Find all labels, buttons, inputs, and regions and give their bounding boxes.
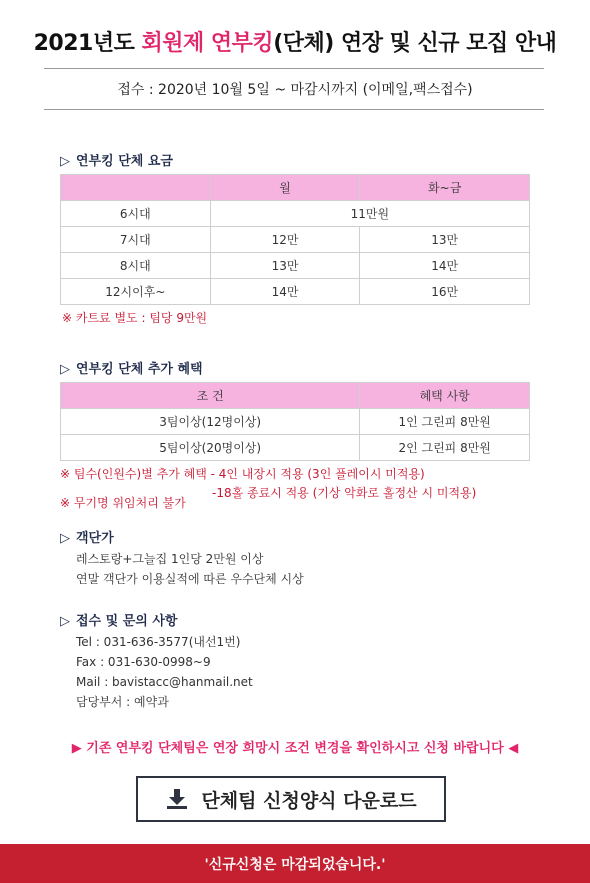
contact-mail: Mail : bavistacc@hanmail.net (76, 675, 253, 689)
closed-banner: '신규신청은 마감되었습니다.' (0, 844, 590, 883)
unit-price-line: 레스토랑+그늘집 1인당 2만원 이상 (76, 552, 264, 566)
table-cell: 14만 (210, 279, 360, 305)
table-row (61, 279, 530, 305)
table-row (61, 253, 530, 279)
title-prefix: 2021년도 (33, 31, 142, 56)
download-form-button[interactable] (136, 776, 446, 822)
table-header-row (61, 175, 530, 201)
table-header-row (61, 383, 530, 409)
top-divider (44, 68, 544, 69)
unit-price-heading (60, 527, 114, 546)
download-icon (165, 787, 189, 811)
contact-body (76, 632, 253, 712)
benefit-note: ※ 팀수(인원수)별 추가 혜택 - 4인 내장시 적용 (3인 플레이시 미적용) (60, 467, 425, 481)
table-header-cell: 조 건 (61, 383, 360, 409)
page-title (0, 26, 590, 57)
contact-dept: 담당부서 : 예약과 (76, 695, 169, 709)
triangle-icon: ▷ (60, 154, 70, 169)
table-cell: 12만 (210, 227, 360, 253)
triangle-icon: ▷ (60, 531, 70, 546)
benefit-note-18hole: -18홀 종료시 적용 (기상 악화로 홀정산 시 미적용) (212, 486, 477, 500)
triangle-icon: ▷ (60, 362, 70, 377)
table-header-cell: 혜택 사항 (360, 383, 530, 409)
title-highlight: 회원제 연부킹 (141, 31, 274, 56)
contact-tel: Tel : 031-636-3577(내선1번) (76, 635, 241, 649)
table-row (61, 201, 530, 227)
renewal-notice: ▶ 기존 연부킹 단체팀은 연장 희망시 조건 변경을 확인하시고 신청 바랍니다 ◀ (71, 741, 519, 756)
table-cell: 5팀이상(20명이상) (61, 435, 360, 461)
table-cell: 13만 (360, 227, 530, 253)
benefits-heading (60, 358, 203, 377)
triangle-icon: ▷ (60, 614, 70, 629)
subtitle-divider (44, 109, 544, 110)
fees-heading (60, 150, 173, 169)
table-header-cell (61, 175, 211, 201)
benefits-table (60, 382, 530, 461)
table-cell: 3팀이상(12명이상) (61, 409, 360, 435)
table-cell: 7시대 (61, 227, 211, 253)
table-cell: 13만 (210, 253, 360, 279)
table-cell: 16만 (360, 279, 530, 305)
table-cell: 1인 그린피 8만원 (360, 409, 530, 435)
unit-price-body (76, 549, 304, 589)
table-header-cell: 화~금 (360, 175, 530, 201)
table-row (61, 227, 530, 253)
unit-price-line: 연말 객단가 이용실적에 따른 우수단체 시상 (76, 572, 304, 586)
fees-table (60, 174, 530, 305)
table-row (61, 435, 530, 461)
fees-heading-text: 연부킹 단체 요금 (76, 154, 173, 169)
table-cell: 2인 그린피 8만원 (360, 435, 530, 461)
table-cell: 14만 (360, 253, 530, 279)
period-subtitle: 접수 : 2020년 10월 5일 ~ 마감시까지 (이메일,팩스접수) (117, 82, 473, 98)
title-suffix: (단체) 연장 및 신규 모집 안내 (273, 31, 557, 56)
contact-heading (60, 610, 177, 629)
table-cell: 12시이후~ (61, 279, 211, 305)
contact-heading-text: 접수 및 문의 사항 (76, 614, 178, 629)
unit-price-heading-text: 객단가 (76, 531, 114, 546)
table-header-cell: 월 (210, 175, 360, 201)
table-row (61, 409, 530, 435)
table-cell: 11만원 (210, 201, 529, 227)
benefits-heading-text: 연부킹 단체 추가 혜택 (76, 362, 203, 377)
contact-fax: Fax : 031-630-0998~9 (76, 655, 211, 669)
proxy-note: ※ 무기명 위임처리 불가 (60, 496, 186, 510)
table-cell: 8시대 (61, 253, 211, 279)
table-cell: 6시대 (61, 201, 211, 227)
cart-fee-note: ※ 카트료 별도 : 팀당 9만원 (62, 311, 208, 325)
download-button-label: 단체팀 신청양식 다운로드 (201, 789, 417, 812)
